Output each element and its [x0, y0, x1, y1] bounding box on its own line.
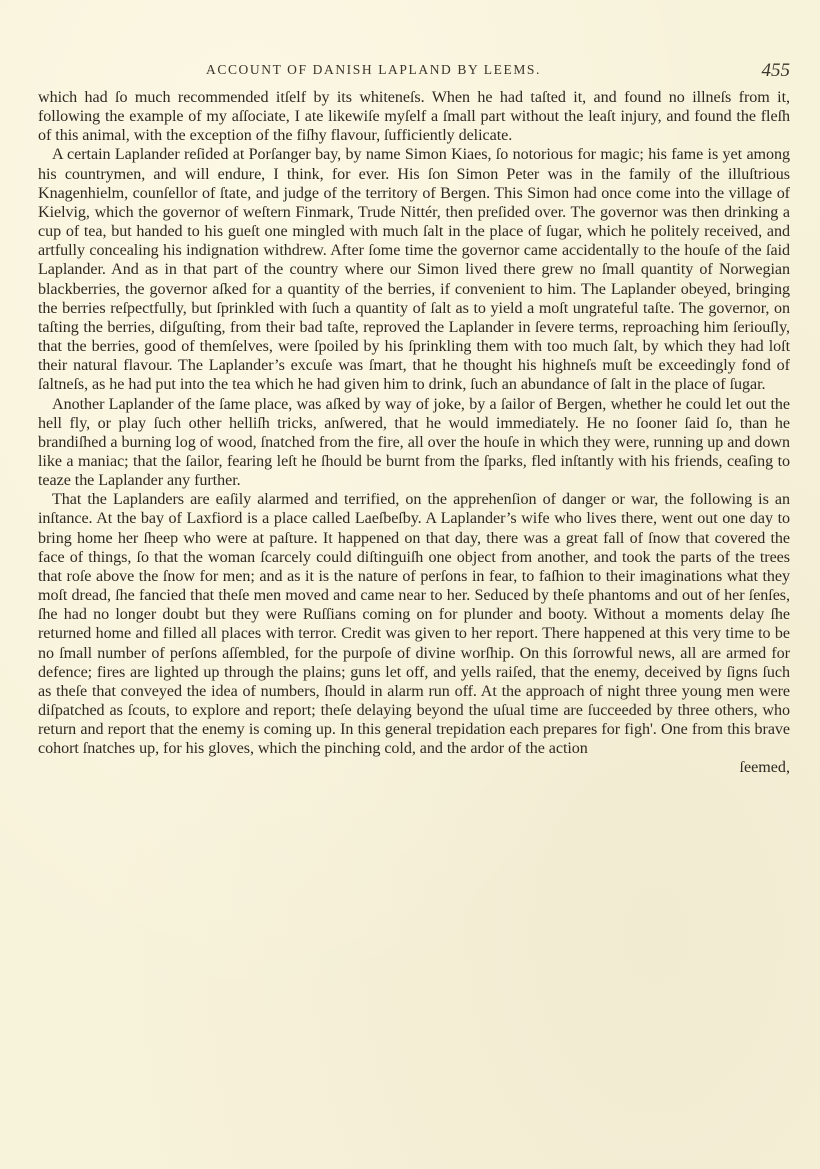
book-page [38, 60, 790, 778]
running-head [38, 60, 790, 88]
paragraph-laxfiord-alarm: That the Laplanders are eaſily alarmed and terrified, on the apprehenſion of danger or war, the following is an inſtance. At the bay of Laxfiord is a place called Laeſbeſby. A Laplander’s wife who lives there, went out one day to bring home her ſheep who were at paſture. It happened on that day, there was a great fall of ſnow that covered the face of things, ſo that the woman ſcarcely could diſtinguiſh one object from another, and took the parts of the trees that roſe above the ſnow for men; and as it is the nature of perſons in fear, to faſhion to their imaginations what they moſt dread, ſhe fancied that theſe men moved and came near to her. Seduced by theſe phantoms and out of her ſenſes, ſhe had no longer doubt but they were Ruſſians coming on for plunder and booty. Without a moments delay ſhe returned home and filled all places with terror. Credit was given to her report. There happened at this very time to be no ſmall number of perſons aſſembled, for the purpoſe of divine worſhip. On this ſorrowful news, all are armed for defence; fires are lighted up through the plains; guns let off, and yells raiſed, that the enemy, deceived by ſigns ſuch as theſe that conveyed the idea of numbers, ſhould in alarm run off. At the approach of night three young men were diſpatched as ſcouts, to explore and report; theſe delaying beyond the uſual time are ſucceeded by three others, who return and report that the enemy is coming up. In this general trepidation each prepares for figh'. One from this brave cohort ſnatches up, for his gloves, which the pinching cold, and the ardor of the action [38, 491, 790, 758]
body-text [38, 88, 790, 758]
paragraph-continuation: which had ſo much recommended itſelf by its whiteneſs. When he had taſted it, and found no illneſs from it, following the example of my aſſociate, I ate likewiſe myſelf a ſmall part without the leaſt injury, and found the fleſh of this animal, with the exception of the fiſhy flavour, ſufficiently delicate. [38, 89, 790, 145]
page-number: 455 [761, 60, 790, 81]
running-title: ACCOUNT OF DANISH LAPLAND BY LEEMS. [206, 62, 542, 77]
paragraph-sailor-of-bergen: Another Laplander of the ſame place, was aſked by way of joke, by a ſailor of Bergen, whether he could let out the hell fly, or play ſuch other helliſh tricks, anſwered, that he would immediately. He no ſooner ſaid ſo, than he brandiſhed a burning log of wood, ſnatched from the fire, all over the houſe in which they were, running up and down like a maniac; that the ſailor, fearing leſt he ſhould be burnt from the ſparks, fled inſtantly with his friends, ceaſing to teaze the Laplander any further. [38, 395, 790, 490]
catchword: ſeemed, [739, 759, 790, 777]
paragraph-simon-kiaes: A certain Laplander reſided at Porſanger bay, by name Simon Kiaes, ſo notorious for magic; his fame is yet among his countrymen, and will endure, I think, for ever. His ſon Simon Peter was in the family of the illuſtrious Knagenhielm, counſellor of ſtate, and judge of the territory of Bergen. This Simon had once come into the village of Kielvig, which the governor of weſtern Finmark, Trude Nittér, then preſided over. The governor was then drinking a cup of tea, but handed to his gueſt one mingled with much ſalt in the place of ſugar, which he politely received, and artfully concealing his indignation withdrew. After ſome time the governor came accidentally to the houſe of the ſaid Laplander. And as in that part of the country where our Simon lived there grew no ſmall quantity of Norwegian blackberries, the governor aſked for a quantity of the berries, if convenient to him. The Laplander obeyed, bringing the berries reſpectfully, but ſprinkled with ſuch a quantity of ſalt as to yield a moſt ungrateful taſte. The governor, on taſting the berries, diſguſting, from their bad taſte, reproved the Laplander in ſevere terms, reproaching him ſeriouſly, that the berries, good of themſelves, were ſpoiled by his ſprinkling them with too much ſalt, by which they had loſt their natural flavour. The Laplander’s excuſe was ſmart, that he thought his highneſs muſt be exceedingly fond of ſaltneſs, as he had put into the tea which he had given him to drink, ſuch an abundance of ſalt in the place of ſugar. [38, 146, 790, 394]
